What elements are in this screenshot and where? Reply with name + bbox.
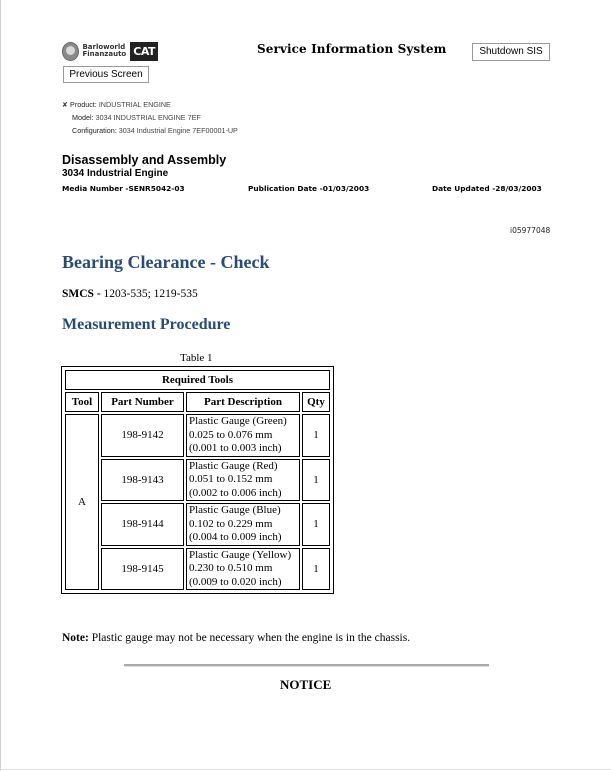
note-label: Note:: [62, 632, 89, 644]
quantity: 1: [302, 548, 330, 591]
date-updated: Date Updated -28/03/2003: [432, 184, 542, 193]
part-number: 198-9143: [101, 459, 184, 502]
page-bottom-border: [0, 769, 611, 770]
table-row: [65, 414, 330, 457]
part-description: [186, 548, 300, 591]
cat-logo: CAT: [130, 42, 158, 61]
quantity: 1: [302, 414, 330, 457]
table-title-row: [65, 370, 330, 390]
product-label: Product:: [70, 100, 97, 109]
part-description: [186, 459, 300, 502]
configuration-line: [72, 124, 238, 137]
quantity: 1: [302, 459, 330, 502]
table-row: [65, 459, 330, 502]
column-header-tool: Tool: [65, 392, 99, 412]
description-name: Plastic Gauge (Yellow): [189, 548, 292, 561]
section-heading: Bearing Clearance - Check: [62, 252, 270, 272]
configuration-label: Configuration:: [72, 126, 117, 135]
quantity: 1: [302, 503, 330, 546]
description-range-inch: (0.002 to 0.006 inch): [189, 486, 282, 499]
description-range-mm: 0.051 to 0.152 mm: [189, 473, 273, 485]
column-header-qty: Qty: [302, 392, 330, 412]
description-range-inch: (0.004 to 0.009 inch): [189, 531, 282, 543]
required-tools-table: [63, 368, 332, 592]
smcs-value: 1203-535; 1219-535: [103, 288, 198, 300]
description-range-mm: 0.025 to 0.076 mm: [189, 428, 273, 441]
table-row: [65, 503, 330, 546]
required-tools-table-frame: [61, 366, 334, 594]
configuration-value: 3034 Industrial Engine 7EF00001-UP: [118, 126, 238, 135]
description-range-inch: (0.001 to 0.003 inch): [189, 442, 282, 454]
note-text: Plastic gauge may not be necessary when the engine is in the chassis.: [91, 632, 411, 644]
product-value: INDUSTRIAL ENGINE: [98, 100, 171, 109]
smcs-line: [62, 288, 198, 300]
note-paragraph: [62, 632, 410, 644]
part-number: 198-9142: [101, 414, 184, 457]
notice-heading: NOTICE: [280, 677, 332, 692]
logo-brand-text: [82, 44, 126, 58]
column-header-part-number: Part Number: [101, 392, 184, 412]
table-row: [65, 548, 330, 591]
description-range-mm: 0.230 to 0.510 mm: [189, 562, 273, 574]
part-description: [186, 414, 300, 457]
table-title: Required Tools: [65, 370, 330, 390]
page-left-border: [0, 0, 1, 771]
logo-line2: Finanzauto: [82, 50, 127, 58]
notice-divider: [124, 664, 489, 667]
model-line: [72, 111, 201, 124]
table-header-row: [65, 392, 330, 412]
description-range-mm: 0.102 to 0.229 mm: [189, 517, 273, 530]
smcs-label: SMCS -: [62, 288, 101, 300]
description-range-inch: (0.009 to 0.020 inch): [189, 575, 282, 588]
description-name: Plastic Gauge (Green): [189, 415, 287, 427]
reference-id: i05977048: [510, 226, 551, 235]
shutdown-sis-button[interactable]: Shutdown SIS: [472, 43, 550, 61]
document-subtitle: 3034 Industrial Engine: [62, 168, 169, 179]
subsection-heading: Measurement Procedure: [62, 316, 231, 333]
column-header-part-description: Part Description: [186, 392, 300, 412]
previous-screen-button[interactable]: Previous Screen: [63, 66, 149, 83]
product-line: [62, 98, 171, 111]
part-description: [186, 503, 300, 546]
description-name: Plastic Gauge (Red): [189, 459, 278, 472]
product-icon: ✘: [62, 100, 69, 109]
table-caption: Table 1: [180, 352, 213, 364]
globe-icon: [62, 42, 79, 61]
logo-line1: Barloworld: [82, 43, 126, 51]
sis-title: Service Information System: [257, 42, 447, 56]
dealer-logo: [62, 39, 158, 63]
tool-letter: A: [65, 414, 99, 590]
description-name: Plastic Gauge (Blue): [189, 504, 281, 516]
publication-date: Publication Date -01/03/2003: [248, 184, 370, 193]
model-value: 3034 INDUSTRIAL ENGINE 7EF: [95, 113, 201, 122]
document-title: Disassembly and Assembly: [62, 153, 227, 167]
part-number: 198-9145: [101, 548, 184, 591]
part-number: 198-9144: [101, 503, 184, 546]
model-label: Model:: [72, 113, 94, 122]
media-number: Media Number -SENR5042-03: [62, 184, 185, 193]
